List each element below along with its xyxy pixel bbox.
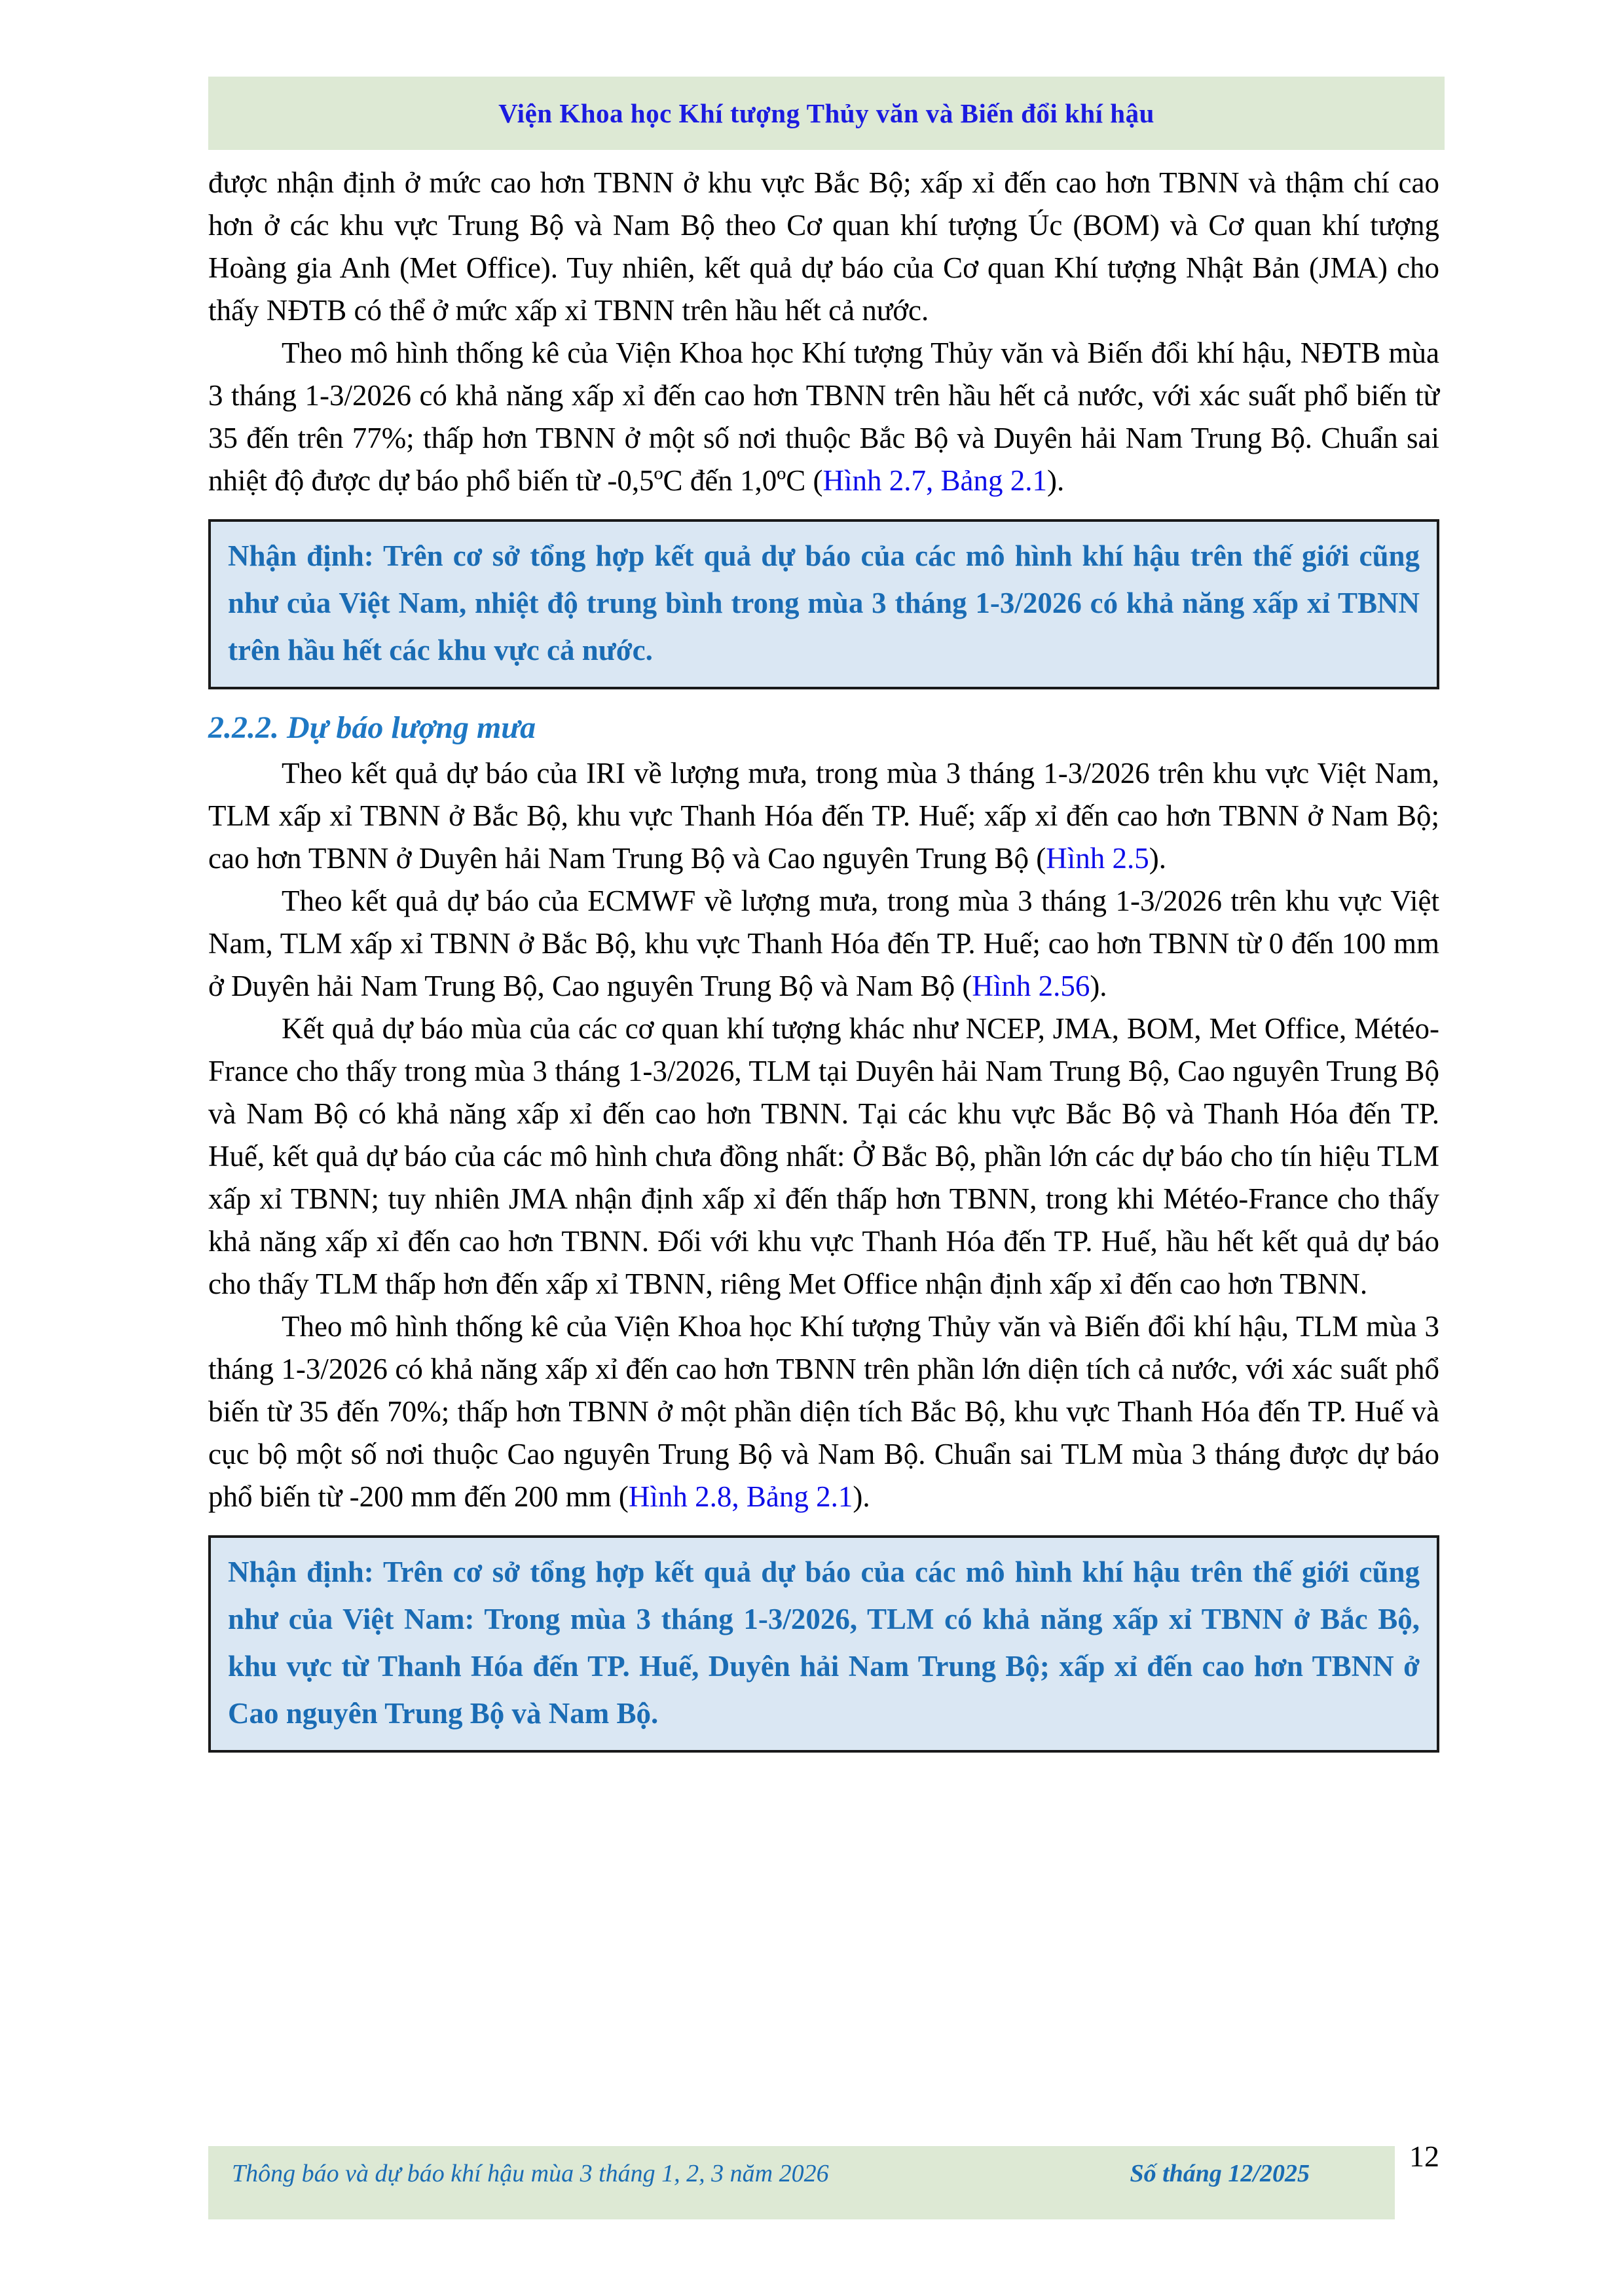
paragraph-text: Theo kết quả dự báo của IRI về lượng mưa, trong mùa 3 tháng 1-3/2026 trên khu vực Việt Nam, TLM xấp xỉ TBNN ở Bắc Bộ, khu vực Thanh Hóa đến TP. Huế; xấp xỉ đến cao hơn TBNN ở Nam Bộ; cao hơn TBNN ở Duyên hải Nam Trung Bộ và Cao nguyên Trung Bộ ( [208, 757, 1439, 875]
header-title: Viện Khoa học Khí tượng Thủy văn và Biến đổi khí hậu [498, 98, 1154, 128]
paragraph-text: được nhận định ở mức cao hơn TBNN ở khu vực Bắc Bộ; xấp xỉ đến cao hơn TBNN và thậm chí cao hơn ở các khu vực Trung Bộ và Nam Bộ theo Cơ quan khí tượng Úc (BOM) và Cơ quan khí tượng Hoàng gia Anh (Met Office). Tuy nhiên, kết quả dự báo của Cơ quan Khí tượng Nhật Bản (JMA) cho thấy NĐTB có thể ở mức xấp xỉ TBNN trên hầu hết cả nước. [208, 166, 1439, 327]
agencies-rainfall-paragraph [208, 1008, 1439, 1305]
paragraph-text: Theo mô hình thống kê của Viện Khoa học Khí tượng Thủy văn và Biến đổi khí hậu, TLM mùa 3 tháng 1-3/2026 có khả năng xấp xỉ đến cao hơn TBNN trên phần lớn diện tích cả nước, với xác suất phổ biến từ 35 đến 70%; thấp hơn TBNN ở một phần diện tích Bắc Bộ, khu vực Thanh Hóa đến TP. Huế và cục bộ một số nơi thuộc Cao nguyên Trung Bộ và Nam Bộ. Chuẩn sai TLM mùa 3 tháng được dự báo phổ biến từ -200 mm đến 200 mm ( [208, 1310, 1439, 1513]
ndtb-forecast-paragraph [208, 332, 1439, 502]
paragraph-text: Theo kết quả dự báo của ECMWF về lượng mưa, trong mùa 3 tháng 1-3/2026 trên khu vực Việt Nam, TLM xấp xỉ TBNN ở Bắc Bộ, khu vực Thanh Hóa đến TP. Huế; cao hơn TBNN từ 0 đến 100 mm ở Duyên hải Nam Trung Bộ, Cao nguyên Trung Bộ và Nam Bộ ( [208, 884, 1439, 1002]
assessment-box-temperature [208, 519, 1439, 689]
statistical-rainfall-paragraph [208, 1305, 1439, 1518]
section-heading-2-2-2: 2.2.2. Dự báo lượng mưa [208, 710, 536, 745]
assessment-box-rainfall [208, 1535, 1439, 1753]
footer-band [208, 2146, 1395, 2219]
assessment-box-temperature-text: Nhận định: Trên cơ sở tổng hợp kết quả dự báo của các mô hình khí hậu trên thế giới cũng như của Việt Nam, nhiệt độ trung bình trong mùa 3 tháng 1-3/2026 có khả năng xấp xỉ TBNN trên hầu hết các khu vực cả nước. [228, 539, 1420, 666]
paragraph-text: Theo mô hình thống kê của Viện Khoa học Khí tượng Thủy văn và Biến đổi khí hậu, NĐTB mùa 3 tháng 1-3/2026 có khả năng xấp xỉ đến cao hơn TBNN trên hầu hết cả nước, với xác suất phổ biến từ 35 đến trên 77%; thấp hơn TBNN ở một số nơi thuộc Bắc Bộ và Duyên hải Nam Trung Bộ. Chuẩn sai nhiệt độ được dự báo phổ biến từ -0,5ºC đến 1,0ºC ( [208, 337, 1439, 497]
figure-link-hinh-2-56[interactable]: Hình 2.56 [972, 970, 1090, 1002]
paragraph-tail: ). [1047, 464, 1065, 497]
iri-rainfall-paragraph [208, 752, 1439, 880]
paragraph-tail: ). [1149, 842, 1166, 875]
intro-paragraph [208, 162, 1439, 332]
paragraph-tail: ). [853, 1480, 870, 1513]
paragraph-tail: ). [1090, 970, 1107, 1002]
figure-link-hinh-2-5[interactable]: Hình 2.5 [1046, 842, 1149, 875]
figure-link-hinh-2-8-bang-2-1[interactable]: Hình 2.8, Bảng 2.1 [628, 1480, 853, 1513]
footer-doc-title: Thông báo và dự báo khí hậu mùa 3 tháng 1, 2, 3 năm 2026 [232, 2160, 829, 2187]
header-band [208, 77, 1445, 150]
figure-link-hinh-2-7-bang-2-1[interactable]: Hình 2.7, Bảng 2.1 [822, 464, 1047, 497]
paragraph-text: Kết quả dự báo mùa của các cơ quan khí tượng khác như NCEP, JMA, BOM, Met Office, Météo-France cho thấy trong mùa 3 tháng 1-3/2026, TLM tại Duyên hải Nam Trung Bộ, Cao nguyên Trung Bộ và Nam Bộ có khả năng xấp xỉ đến cao hơn TBNN. Tại các khu vực Bắc Bộ và Thanh Hóa đến TP. Huế, kết quả dự báo của các mô hình chưa đồng nhất: Ở Bắc Bộ, phần lớn các dự báo cho tín hiệu TLM xấp xỉ TBNN; tuy nhiên JMA nhận định xấp xỉ đến thấp hơn TBNN, trong khi Météo-France cho thấy khả năng xấp xỉ đến cao hơn TBNN. Đối với khu vực Thanh Hóa đến TP. Huế, hầu hết kết quả dự báo cho thấy TLM thấp hơn đến xấp xỉ TBNN, riêng Met Office nhận định xấp xỉ đến cao hơn TBNN. [208, 1012, 1439, 1300]
footer-issue-label: Số tháng 12/2025 [1130, 2160, 1310, 2187]
ecmwf-rainfall-paragraph [208, 880, 1439, 1008]
page-number: 12 [1409, 2140, 1439, 2173]
document-body [208, 162, 1439, 1771]
assessment-box-rainfall-text: Nhận định: Trên cơ sở tổng hợp kết quả dự báo của các mô hình khí hậu trên thế giới cũng như của Việt Nam: Trong mùa 3 tháng 1-3/2026, TLM có khả năng xấp xỉ TBNN ở Bắc Bộ, khu vực từ Thanh Hóa đến TP. Huế, Duyên hải Nam Trung Bộ; xấp xỉ đến cao hơn TBNN ở Cao nguyên Trung Bộ và Nam Bộ. [228, 1556, 1420, 1730]
